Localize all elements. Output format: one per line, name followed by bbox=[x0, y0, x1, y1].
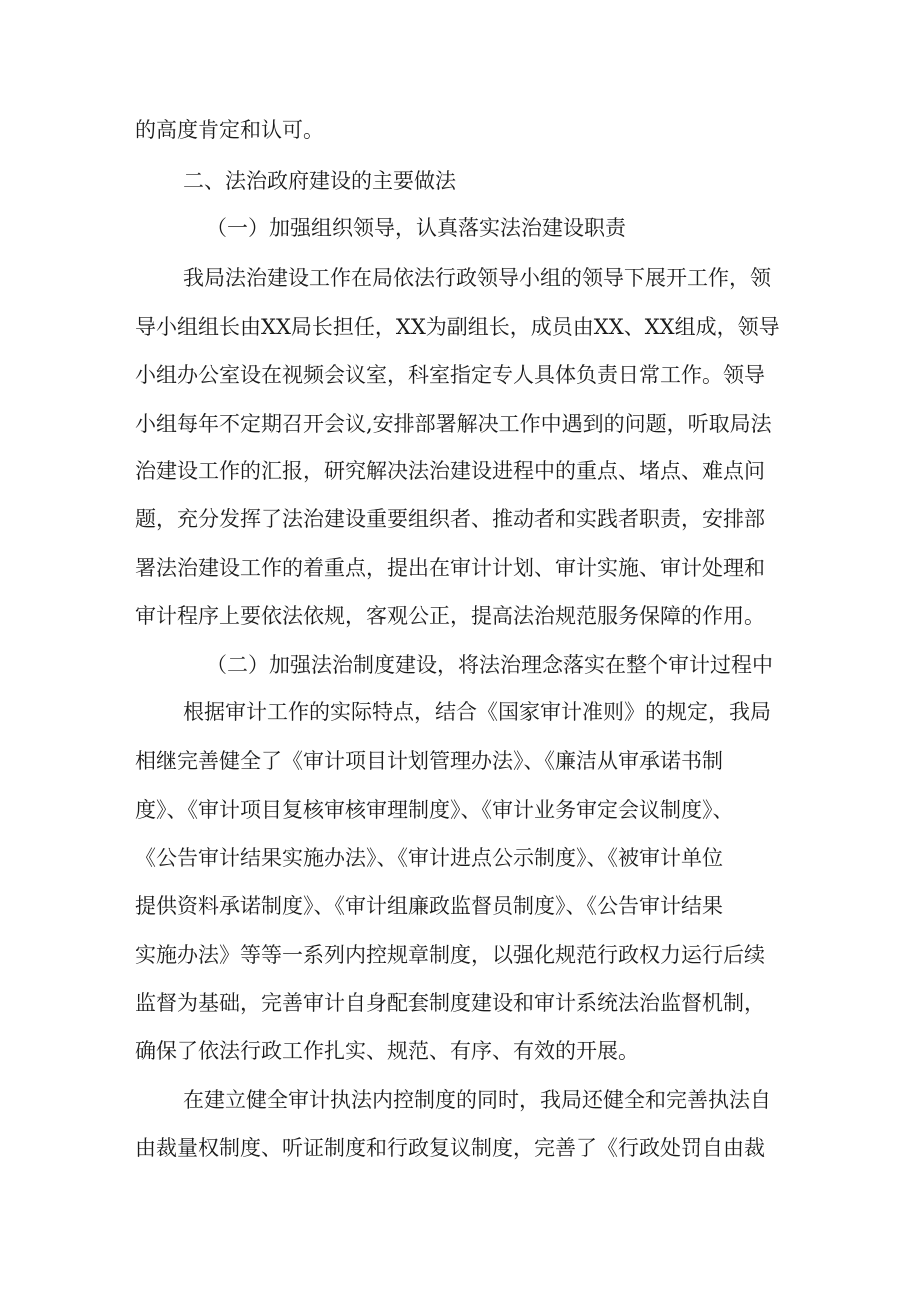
body-text-line: 度》、《审计项目复核审核审理制度》、《审计业务审定会议制度》、 bbox=[135, 798, 734, 822]
paragraph-first-line: 在建立健全审计执法内控制度的同时，我局还健全和完善执法自 bbox=[183, 1088, 771, 1112]
body-text-line: 相继完善健全了《审计项目计划管理办法》、《廉洁从审承诺书制 bbox=[135, 749, 723, 773]
section-heading: 二、法治政府建设的主要做法 bbox=[183, 169, 456, 193]
body-text-line: 治建设工作的汇报，研究解决法治建设进程中的重点、堵点、难点问 bbox=[135, 459, 765, 483]
body-text-line: 实施办法》等等一系列内控规章制度，以强化规范行政权力运行后续 bbox=[135, 943, 765, 967]
paragraph-first-line: 根据审计工作的实际特点，结合《国家审计准则》的规定，我局 bbox=[183, 700, 771, 724]
body-text-line: 题，充分发挥了法治建设重要组织者、推动者和实践者职责，安排部 bbox=[135, 507, 765, 531]
body-text-line: 提供资料承诺制度》、《审计组廉政监督员制度》、《公告审计结果 bbox=[135, 894, 723, 918]
body-text-line: 监督为基础，完善审计自身配套制度建设和审计系统法治监督机制， bbox=[135, 991, 765, 1015]
body-text-line: 审计程序上要依法依规，客观公正，提高法治规范服务保障的作用。 bbox=[135, 604, 765, 628]
body-text-line: 小组每年不定期召开会议,安排部署解决工作中遇到的问题，听取局法 bbox=[135, 412, 772, 436]
body-text-line: 的高度肯定和认可。 bbox=[135, 118, 324, 142]
body-text-line: 确保了依法行政工作扎实、规范、有序、有效的开展。 bbox=[135, 1039, 639, 1063]
body-text-line: 导小组组长由XX局长担任，XX为副组长，成员由XX、XX组成，领导 bbox=[135, 315, 780, 339]
body-text-line: 小组办公室设在视频会议室，科室指定专人具体负责日常工作。领导 bbox=[135, 363, 765, 387]
paragraph-first-line: 我局法治建设工作在局依法行政领导小组的领导下展开工作，领 bbox=[183, 266, 771, 290]
subsection-heading: （一）加强组织领导，认真落实法治建设职责 bbox=[206, 216, 626, 240]
body-text-line: 由裁量权制度、听证制度和行政复议制度，完善了《行政处罚自由裁 bbox=[135, 1136, 765, 1160]
body-text-line: 署法治建设工作的着重点，提出在审计计划、审计实施、审计处理和 bbox=[135, 556, 765, 580]
body-text-line: 《公告审计结果实施办法》、《审计进点公示制度》、《被审计单位 bbox=[135, 846, 723, 870]
subsection-heading: （二）加强法治制度建设，将法治理念落实在整个审计过程中 bbox=[206, 653, 773, 677]
